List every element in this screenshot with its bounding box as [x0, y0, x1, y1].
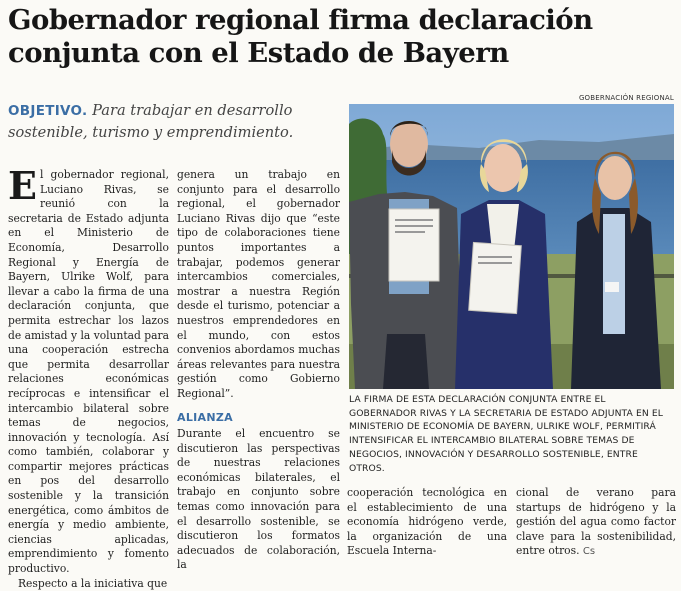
objective-text: Para trabajar en desarrollo sostenible, turismo y emprendimiento.: [8, 102, 294, 141]
objective-label: OBJETIVO.: [8, 103, 88, 119]
article-column-2: [177, 168, 340, 573]
article-column-1: [8, 163, 169, 591]
paragraph: Durante el encuentro se discutieron las perspectivas de nuestras relaciones económicas bilaterales, el trabajo en conjunto sobre temas como innovación para el desarrollo sostenible, se discutieron los formatos adecuados de colaboración, la: [177, 427, 340, 572]
paragraph: cooperación tecnológica en el establecimiento de una economía hidrógeno verde, la organización de una Escuela Interna-: [347, 486, 507, 558]
article-column-4: [516, 486, 676, 560]
photo-caption: LA FIRMA DE ESTA DECLARACIÓN CONJUNTA ENTRE EL GOBERNADOR RIVAS Y LA SECRETARIA DE ESTADO ADJUNTA EN EL MINISTERIO DE ECONOMÍA DE BAYERN, ULRIKE WOLF, PERMITIRÁ INTENSIFICAR EL INTERCAMBIO BILATERAL SOBRE TEMAS DE NEGOCIOS, INNOVACIÓN Y DESARROLLO SOSTENIBLE, ENTRE OTROS.: [349, 394, 663, 474]
end-mark-icon: Cs: [582, 546, 596, 558]
paragraph: genera un trabajo en conjunto para el desarrollo regional, el gobernador Luciano Rivas dijo que “este tipo de colaboraciones tiene puntos importantes a trabajar, podemos generar intercambios comerciales, mostrar a nuestra Región desde el turismo, potenciar a nuestros emprendedores en el mundo, con estos convenios abordamos muchas áreas relevantes para nuestra gestión como Gobierno Regional”.: [177, 168, 340, 400]
photo-credit: GOBERNACIÓN REGIONAL: [578, 94, 674, 102]
section-heading: ALIANZA: [177, 410, 233, 424]
article-column-3: [347, 486, 507, 559]
headline: Gobernador regional firma declaración conjunta con el Estado de Bayern: [8, 4, 593, 69]
photo-illustration: [349, 104, 674, 389]
paragraph: l gobernador regional, Luciano Rivas, se reunió con la secretaria de Estado adjunta en el Ministerio de Economía, Desarrollo Regional y Energía de Bayern, Ulrike Wolf, para llevar a cabo la firma de una declaración conjunta, que permita estrechar los lazos de amistad y la voluntad para una cooperación estrecha que permita desarrollar relaciones económicas recíprocas e intensificar el intercambio bilateral sobre temas de negocios, innovación y tecnología. Así como también, colaborar y compartir mejores prácticas en pos del desarrollo sostenible y la transición energética, como ámbitos de energía y medio ambiente, ciencias aplicadas, emprendimiento y fomento productivo.: [8, 168, 169, 576]
objective-deck: [8, 100, 343, 144]
paragraph-text: cional de verano para startups de hidrógeno y la gestión del agua como factor clave para la sostenibilidad, entre otros.: [516, 486, 676, 558]
news-photo: [349, 104, 674, 389]
drop-cap: E: [8, 163, 37, 208]
paragraph: Respecto a la iniciativa que: [18, 576, 168, 590]
paragraph: [516, 486, 676, 560]
